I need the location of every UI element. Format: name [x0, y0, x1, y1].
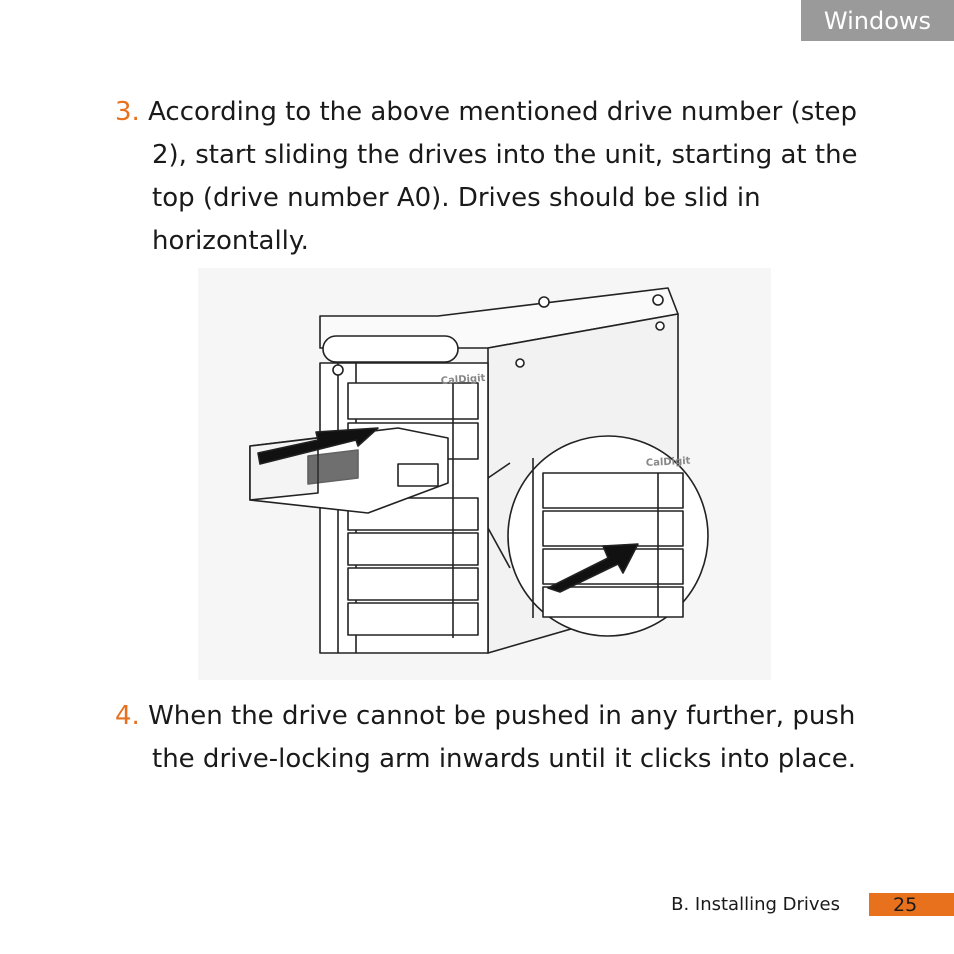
step-text: According to the above mentioned drive number (step 2), start sliding the drives into the unit, starting at the top (drive number A0). Drives should be slid in horizontally.	[148, 97, 858, 256]
enclosure-drawing	[198, 268, 771, 680]
inset-brand-label: CalDigit	[645, 455, 691, 469]
step-4	[115, 695, 872, 781]
step-number: 4.	[115, 701, 140, 731]
section-tab-windows: Windows	[801, 0, 954, 41]
page-number: 25	[869, 893, 954, 916]
step-text: When the drive cannot be pushed in any further, push the drive-locking arm inwards until it clicks into place.	[148, 701, 857, 774]
step-3	[115, 91, 872, 263]
drive-installation-illustration	[198, 268, 771, 680]
footer-chapter-title: B. Installing Drives	[671, 894, 840, 915]
brand-label: CalDigit	[440, 372, 486, 387]
step-number: 3.	[115, 97, 140, 127]
